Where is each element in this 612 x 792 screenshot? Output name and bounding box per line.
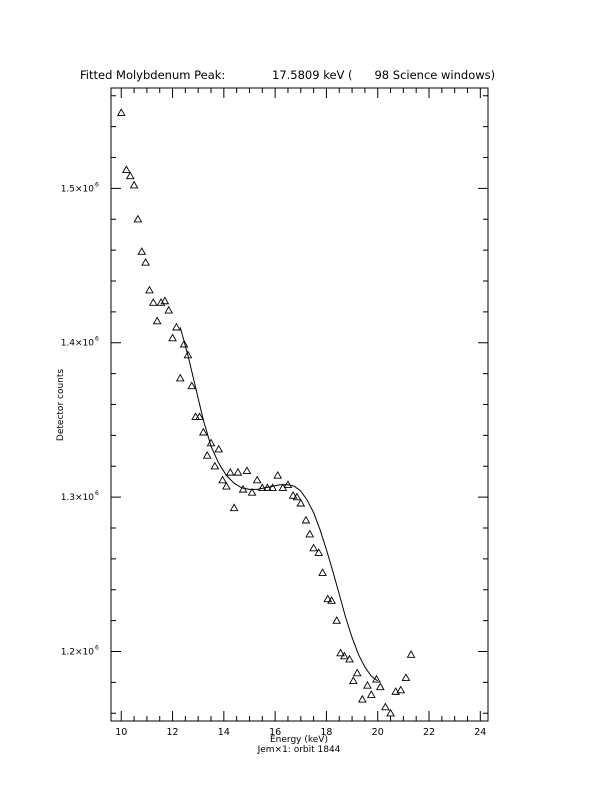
data-point-triangle xyxy=(254,477,261,483)
data-point-triangle xyxy=(173,324,180,330)
data-point-triangle xyxy=(123,166,130,172)
data-point-triangle xyxy=(227,469,234,475)
data-point-triangle xyxy=(234,469,241,475)
data-point-triangle xyxy=(127,172,134,178)
chart-title-right: 17.5809 keV ( 98 Science windows) xyxy=(272,68,496,82)
y-tick-exponent: 6 xyxy=(95,335,99,343)
x-tick-label: 24 xyxy=(474,727,487,738)
data-point-triangle xyxy=(382,704,389,710)
axis-ticks xyxy=(111,88,488,721)
x-tick-label: 22 xyxy=(422,727,436,738)
data-point-triangle xyxy=(231,504,238,510)
data-point-triangle xyxy=(204,452,211,458)
y-tick-exponent: 6 xyxy=(95,490,99,498)
chart-subcaption: Jem×1: orbit 1844 xyxy=(257,745,341,755)
x-tick-label: 14 xyxy=(217,727,230,738)
data-point-triangle xyxy=(364,682,371,688)
plot-frame xyxy=(111,88,488,721)
x-tick-label: 16 xyxy=(269,727,282,738)
data-point-triangle xyxy=(310,544,317,550)
data-points xyxy=(118,109,415,716)
data-point-triangle xyxy=(134,216,141,222)
data-point-triangle xyxy=(350,677,357,683)
data-point-triangle xyxy=(402,674,409,680)
data-point-triangle xyxy=(154,318,161,324)
data-point-triangle xyxy=(146,287,153,293)
data-point-triangle xyxy=(377,683,384,689)
x-tick-label: 12 xyxy=(166,727,179,738)
data-point-triangle xyxy=(118,109,125,115)
y-tick-label: 1.4×10 xyxy=(60,338,94,349)
x-tick-label: 20 xyxy=(371,727,384,738)
fit-curve-group xyxy=(180,327,378,681)
data-point-triangle xyxy=(150,299,157,305)
data-point-triangle xyxy=(315,549,322,555)
data-point-triangle xyxy=(319,569,326,575)
data-point-triangle xyxy=(407,651,414,657)
data-point-triangle xyxy=(302,517,309,523)
data-point-triangle xyxy=(165,307,172,313)
data-point-triangle xyxy=(219,477,226,483)
data-point-triangle xyxy=(368,691,375,697)
data-point-triangle xyxy=(297,500,304,506)
chart-title-left: Fitted Molybdenum Peak: xyxy=(80,68,226,82)
data-point-triangle xyxy=(359,696,366,702)
y-axis-label: Detector counts xyxy=(56,368,66,442)
data-point-triangle xyxy=(306,531,313,537)
data-point-triangle xyxy=(354,670,361,676)
data-point-triangle xyxy=(387,710,394,716)
y-tick-labels xyxy=(61,181,99,657)
y-tick-label: 1.3×10 xyxy=(60,493,94,504)
data-point-triangle xyxy=(169,335,176,341)
y-tick-label: 1.2×10 xyxy=(60,647,94,658)
data-point-triangle xyxy=(274,472,281,478)
data-point-triangle xyxy=(223,483,230,489)
x-tick-label: 10 xyxy=(115,727,128,738)
y-tick-label: 1.5×10 xyxy=(60,184,94,195)
x-axis-label: Energy (keV) xyxy=(270,735,328,745)
data-point-triangle xyxy=(130,182,137,188)
data-point-triangle xyxy=(138,248,145,254)
data-point-triangle xyxy=(177,375,184,381)
y-tick-exponent: 6 xyxy=(95,644,99,652)
x-tick-label: 18 xyxy=(320,727,333,738)
fit-curve xyxy=(180,327,378,681)
data-point-triangle xyxy=(142,259,149,265)
data-point-triangle xyxy=(333,617,340,623)
data-point-triangle xyxy=(211,463,218,469)
data-point-triangle xyxy=(215,446,222,452)
data-point-triangle xyxy=(373,676,380,682)
data-point-triangle xyxy=(243,467,250,473)
y-tick-exponent: 6 xyxy=(95,181,99,189)
